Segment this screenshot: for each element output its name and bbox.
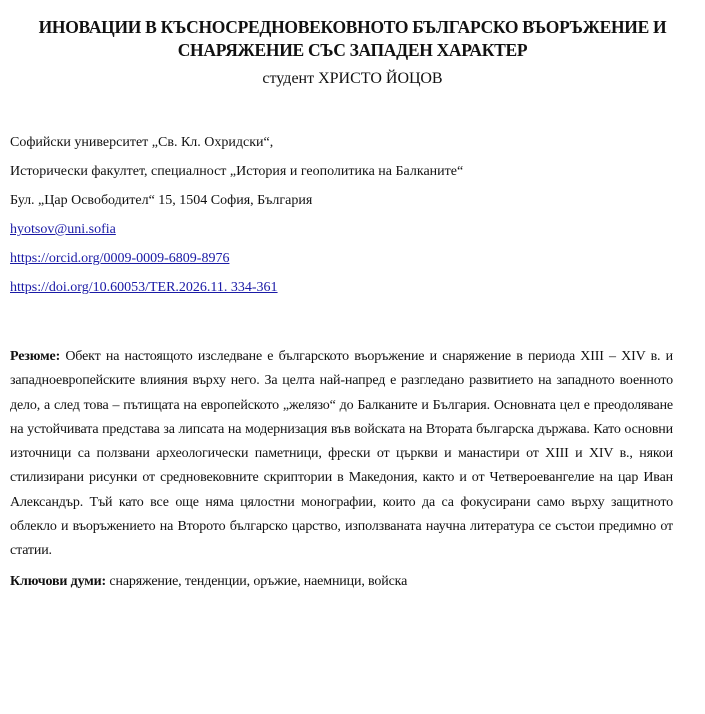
- article-title: [0, 16, 705, 62]
- abstract-text: Обект на настоящото изследване е българското въоръжение и снаряжение в периода XIII – XIV в. и западноевропейските влияния върху него. За целта най-напред е разгледано развитието на западното военното дело, а след това – пътищата на европейското „желязо“ до Балканите и България. Основната цел е преодоляване на устойчивата представа за липсата на модернизация във войската на Втората българска държава. Като основни източници са ползвани археологически паметници, фрески от църкви и манастири от XIII и XIV в., някои стилизирани рисунки от средновековните скриптории в Македония, както и от Четвероевангелие на цар Иван Александър. Тъй като все още няма цялостни монографии, които да са фокусирани само върху защитното облекло и въоръжението на Второто българско царство, използваната научна литература се състои предимно от статии.: [10, 349, 673, 559]
- title-line-1: ИНОВАЦИИ В КЪСНОСРЕДНОВЕКОВНОТО БЪЛГАРСКО ВЪОРЪЖЕНИЕ И: [38, 17, 667, 37]
- affiliation-faculty: Исторически факултет, специалност „История и геополитика на Балканите“: [10, 164, 464, 179]
- keywords-line: [10, 574, 407, 590]
- title-line-2: СНАРЯЖЕНИЕ СЪС ЗАПАДЕН ХАРАКТЕР: [177, 40, 528, 60]
- abstract-label: Резюме:: [10, 349, 61, 364]
- orcid-link[interactable]: https://orcid.org/0009-0009-6809-8976: [10, 251, 230, 266]
- author-name: студент ХРИСТО ЙОЦОВ: [262, 70, 443, 87]
- doi-link[interactable]: https://doi.org/10.60053/TER.2026.11. 334-361: [10, 280, 278, 295]
- keywords-text: снаряжение, тенденции, оръжие, наемници, войска: [106, 574, 408, 589]
- email-link[interactable]: hyotsov@uni.sofia: [10, 222, 116, 237]
- affiliation-university: Софийски университет „Св. Кл. Охридски“,: [10, 135, 274, 150]
- affiliation-address: Бул. „Цар Освободител“ 15, 1504 София, България: [10, 193, 313, 208]
- abstract-paragraph: [10, 345, 673, 564]
- keywords-label: Ключови думи:: [10, 574, 107, 589]
